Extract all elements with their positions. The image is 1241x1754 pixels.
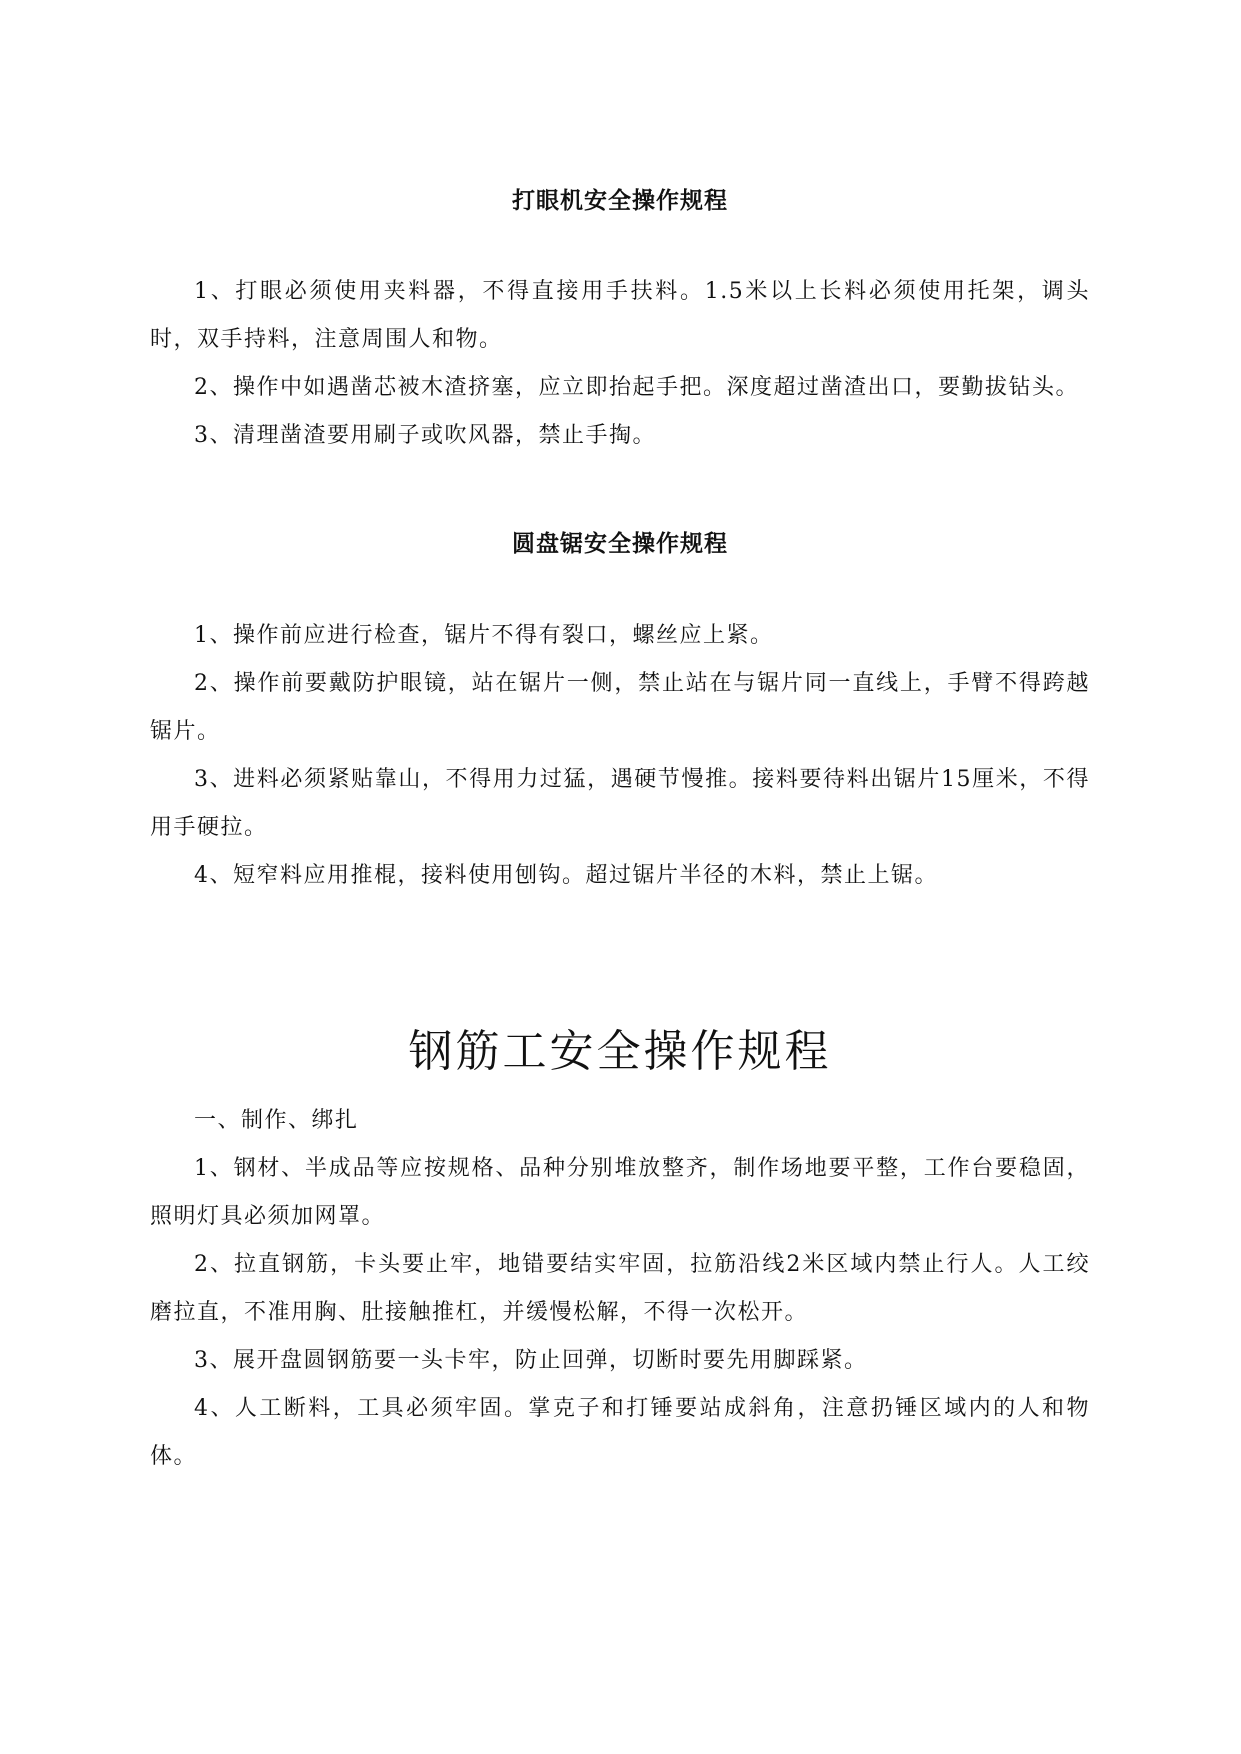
- section-body-drilling-machine: [150, 268, 1090, 460]
- paragraph: 3、展开盘圆钢筋要一头卡牢，防止回弹，切断时要先用脚踩紧。: [194, 1348, 868, 1373]
- paragraph: 4、人工断料，工具必须牢固。掌克子和打锤要站成斜角，注意扔锤区域内的人和物体。: [150, 1396, 1090, 1469]
- paragraph: 3、进料必须紧贴靠山，不得用力过猛，遇硬节慢推。接料要待料出锯片15厘米，不得用手硬拉。: [150, 767, 1090, 840]
- paragraph: 4、短窄料应用推棍，接料使用刨钩。超过锯片半径的木料，禁止上锯。: [194, 863, 938, 888]
- section-title-rebar-worker: 钢筋工安全操作规程: [408, 1026, 832, 1077]
- paragraph: 2、拉直钢筋，卡头要止牢，地错要结实牢固，拉筋沿线2米区域内禁止行人。人工绞磨拉直，不准用胸、肚接触推杠，并缓慢松解，不得一次松开。: [150, 1252, 1090, 1325]
- section-title-circular-saw: 圆盘锯安全操作规程: [512, 531, 728, 557]
- subsection-heading: 一、制作、绑扎: [194, 1108, 359, 1133]
- paragraph: 1、操作前应进行检查，锯片不得有裂口，螺丝应上紧。: [194, 623, 774, 648]
- paragraph: 3、清理凿渣要用刷子或吹风器，禁止手掏。: [194, 423, 656, 448]
- paragraph: 2、操作中如遇凿芯被木渣挤塞，应立即抬起手把。深度超过凿渣出口，要勤拔钻头。: [194, 375, 1079, 400]
- section-title-drilling-machine: 打眼机安全操作规程: [512, 188, 728, 214]
- paragraph: 2、操作前要戴防护眼镜，站在锯片一侧，禁止站在与锯片同一直线上，手臂不得跨越锯片。: [150, 671, 1090, 744]
- section-body-circular-saw: [150, 612, 1090, 900]
- paragraph: 1、钢材、半成品等应按规格、品种分别堆放整齐，制作场地要平整，工作台要稳固，照明灯具必须加网罩。: [150, 1156, 1090, 1229]
- section-body-rebar-worker: [150, 1097, 1090, 1481]
- paragraph: 1、打眼必须使用夹料器，不得直接用手扶料。1.5米以上长料必须使用托架，调头时，双手持料，注意周围人和物。: [150, 279, 1090, 352]
